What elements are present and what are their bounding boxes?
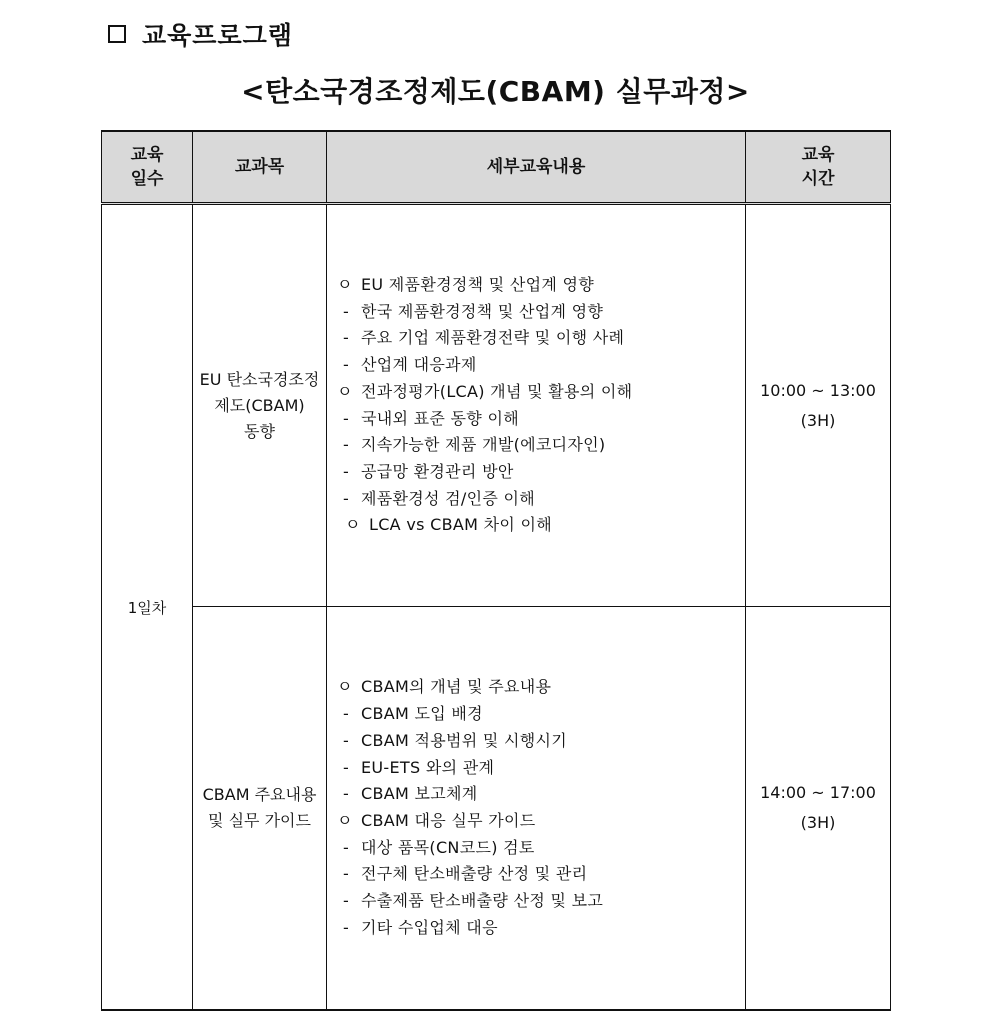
list-item: - 한국 제품환경정책 및 산업계 영향 bbox=[337, 299, 745, 326]
dash-bullet: - bbox=[343, 461, 350, 481]
list-item: - 주요 기업 제품환경전략 및 이행 사례 bbox=[337, 325, 745, 352]
list-item: - 전구체 탄소배출량 산정 및 관리 bbox=[337, 861, 745, 888]
time-duration: (3H) bbox=[800, 813, 836, 832]
list-item: - 기타 수입업체 대응 bbox=[337, 915, 745, 942]
time-range: 14:00 ~ 17:00 bbox=[760, 783, 876, 802]
dash-bullet: - bbox=[343, 301, 350, 321]
section-title bbox=[108, 16, 293, 52]
subject-line: 제도(CBAM) bbox=[214, 395, 305, 415]
time-duration: (3H) bbox=[800, 410, 836, 430]
subject-line: 동향 bbox=[244, 421, 275, 441]
table-row bbox=[102, 204, 891, 607]
dash-bullet: - bbox=[343, 488, 350, 508]
list-item: - CBAM 보고체계 bbox=[337, 781, 745, 808]
header-day-line2: 일수 bbox=[130, 169, 164, 189]
dash-bullet: - bbox=[343, 784, 350, 804]
list-item: - 제품환경성 검/인증 이해 bbox=[337, 486, 745, 513]
header-time-line1: 교육 bbox=[801, 145, 835, 165]
time-cell bbox=[746, 204, 891, 607]
dash-bullet: - bbox=[343, 837, 350, 857]
list-item: ㅇ EU 제품환경정책 및 산업계 영향 bbox=[337, 272, 745, 299]
subject-line: CBAM 주요내용 bbox=[202, 785, 317, 804]
time-cell bbox=[746, 607, 891, 1011]
dash-bullet: - bbox=[343, 864, 350, 884]
dash-bullet: - bbox=[343, 757, 350, 777]
dash-bullet: - bbox=[343, 730, 350, 750]
header-time-line2: 시간 bbox=[801, 169, 835, 189]
detail-list bbox=[337, 674, 745, 941]
list-item: - 산업계 대응과제 bbox=[337, 352, 745, 379]
subject-line: EU 탄소국경조정 bbox=[199, 369, 320, 389]
circle-bullet-icon: ㅇ bbox=[345, 515, 361, 535]
checkbox-square-icon bbox=[108, 25, 126, 43]
subject-cell bbox=[193, 607, 327, 1011]
dash-bullet: - bbox=[343, 917, 350, 937]
list-item: - 지속가능한 제품 개발(에코디자인) bbox=[337, 432, 745, 459]
dash-bullet: - bbox=[343, 435, 350, 455]
list-item: - EU-ETS 와의 관계 bbox=[337, 755, 745, 782]
detail-list bbox=[337, 272, 745, 539]
document-title: <탄소국경조정제도(CBAM) 실무과정> bbox=[241, 75, 750, 108]
circle-bullet-icon: ㅇ bbox=[337, 274, 353, 294]
list-item: - CBAM 도입 배경 bbox=[337, 701, 745, 728]
header-day bbox=[102, 131, 193, 204]
list-item: ㅇ CBAM의 개념 및 주요내용 bbox=[337, 674, 745, 701]
list-item: ㅇ LCA vs CBAM 차이 이해 bbox=[337, 512, 745, 539]
header-subject: 교과목 bbox=[193, 131, 327, 204]
section-title-text: 교육프로그램 bbox=[142, 21, 293, 50]
dash-bullet: - bbox=[343, 408, 350, 428]
list-item: - 대상 품목(CN코드) 검토 bbox=[337, 835, 745, 862]
subject-cell bbox=[193, 204, 327, 607]
circle-bullet-icon: ㅇ bbox=[337, 381, 353, 401]
time-range: 10:00 ~ 13:00 bbox=[760, 380, 876, 400]
day-cell: 1일차 bbox=[102, 204, 193, 1011]
dash-bullet: - bbox=[343, 891, 350, 911]
list-item: - 국내외 표준 동향 이해 bbox=[337, 406, 745, 433]
list-item: ㅇ CBAM 대응 실무 가이드 bbox=[337, 808, 745, 835]
header-time bbox=[746, 131, 891, 204]
dash-bullet: - bbox=[343, 328, 350, 348]
details-cell bbox=[327, 204, 746, 607]
list-item: ㅇ 전과정평가(LCA) 개념 및 활용의 이해 bbox=[337, 379, 745, 406]
dash-bullet: - bbox=[343, 704, 350, 724]
subject-line: 및 실무 가이드 bbox=[208, 811, 311, 830]
list-item: - 공급망 환경관리 방안 bbox=[337, 459, 745, 486]
header-day-line1: 교육 bbox=[130, 145, 164, 165]
table-header-row bbox=[102, 131, 891, 204]
dash-bullet: - bbox=[343, 355, 350, 375]
program-table bbox=[101, 130, 891, 1011]
circle-bullet-icon: ㅇ bbox=[337, 811, 353, 830]
list-item: - CBAM 적용범위 및 시행시기 bbox=[337, 728, 745, 755]
circle-bullet-icon: ㅇ bbox=[337, 677, 353, 697]
table-row bbox=[102, 607, 891, 1011]
header-details: 세부교육내용 bbox=[327, 131, 746, 204]
list-item: - 수출제품 탄소배출량 산정 및 보고 bbox=[337, 888, 745, 915]
details-cell bbox=[327, 607, 746, 1011]
